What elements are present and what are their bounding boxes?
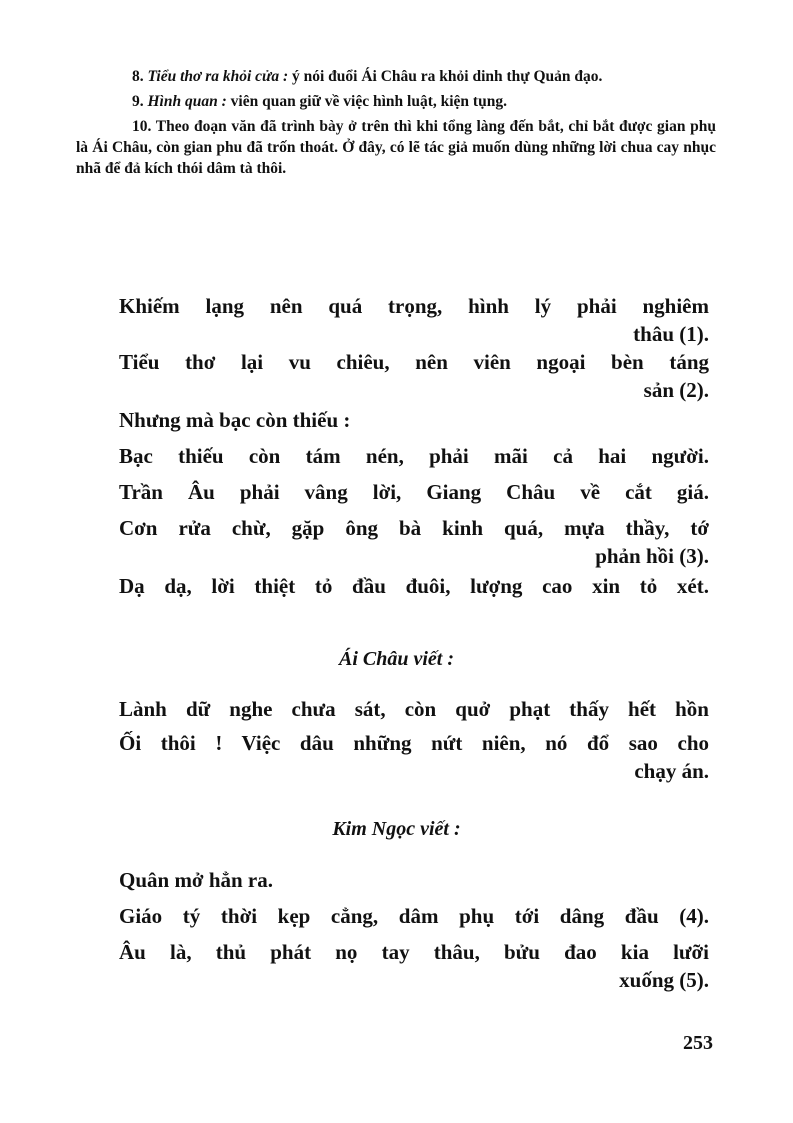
verse-line: Quân mở hẳn ra. xyxy=(119,868,273,892)
verse-block-3 xyxy=(119,866,709,994)
footnote-10 xyxy=(76,116,716,179)
verse-line: Lành dữ nghe chưa sát, còn quở phạt thấy hết hồn xyxy=(119,697,709,721)
footnote-number: 9. xyxy=(132,93,144,110)
footnote-number: 8. xyxy=(132,68,144,85)
verse-line: Khiếm lạng nên quá trọng, hình lý phải nghiêm xyxy=(119,294,709,318)
verse-line: Nhưng mà bạc còn thiếu : xyxy=(119,408,351,432)
verse-line: Dạ dạ, lời thiệt tỏ đầu đuôi, lượng cao xin tỏ xét. xyxy=(119,574,709,598)
verse-line-continuation: chạy án. xyxy=(634,759,709,783)
verse-line-continuation: thâu (1). xyxy=(633,322,709,346)
verse-block-2 xyxy=(119,695,709,785)
footnote-9 xyxy=(76,91,716,112)
footnote-term: Hình quan : xyxy=(147,93,227,110)
speaker-heading-ai-chau: Ái Châu viết : xyxy=(338,648,454,670)
footnotes xyxy=(76,66,716,183)
verse-line-continuation: phản hồi (3). xyxy=(595,544,709,568)
verse-line: Âu là, thủ phát nọ tay thâu, bửu đao kia lưỡi xyxy=(119,940,709,964)
footnote-term: Tiểu thơ ra khỏi cửa : xyxy=(147,68,289,85)
speaker-heading-kim-ngoc: Kim Ngọc viết : xyxy=(332,818,461,840)
verse-line: Giáo tý thời kẹp cẳng, dâm phụ tới dâng đầu (4). xyxy=(119,904,709,928)
footnote-text: Theo đoạn văn đã trình bày ở trên thì khi tổng làng đến bắt, chỉ bắt được gian phụ là Ái Châu, còn gian phu đã trốn thoát. Ở đây, có lẽ tác giả muốn dùng những lời chua cay nhục nhã để đả kích thói dâm tà thôi. xyxy=(76,118,716,177)
verse-line: Trần Âu phải vâng lời, Giang Châu về cắt giá. xyxy=(119,480,709,504)
verse-block-1 xyxy=(119,292,709,600)
footnote-8 xyxy=(76,66,716,87)
page-number: 253 xyxy=(683,1032,713,1054)
footnote-text: viên quan giữ về việc hình luật, kiện tụng. xyxy=(226,93,507,110)
verse-line: Cơn rửa chừ, gặp ông bà kinh quá, mựa thầy, tớ xyxy=(119,516,709,540)
verse-line: Ối thôi ! Việc dâu những nứt niên, nó đổ sao cho xyxy=(119,731,709,755)
verse-line-continuation: sản (2). xyxy=(643,378,709,402)
footnote-text: ý nói đuổi Ái Châu ra khỏi dinh thự Quản đạo. xyxy=(288,68,603,85)
verse-line: Bạc thiếu còn tám nén, phải mãi cả hai người. xyxy=(119,444,709,468)
footnote-number: 10. xyxy=(132,118,152,135)
verse-line-continuation: xuống (5). xyxy=(619,968,709,992)
verse-line: Tiểu thơ lại vu chiêu, nên viên ngoại bèn táng xyxy=(119,350,709,374)
